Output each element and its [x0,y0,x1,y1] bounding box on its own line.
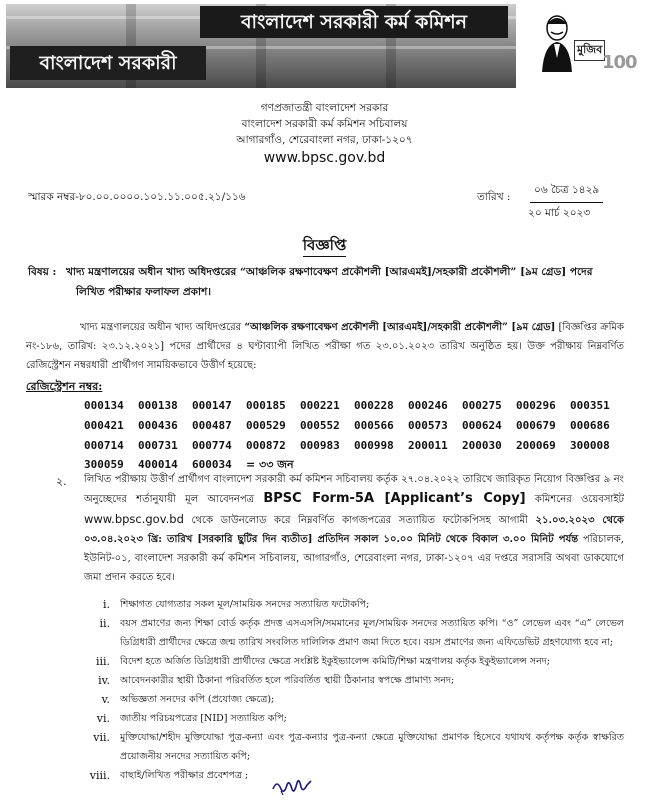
item-number: ii. [99,617,110,630]
website-link[interactable]: www.bpsc.gov.bd [263,150,386,166]
item-number: iv. [98,674,110,687]
portrait-icon [540,14,574,74]
registration-number: 400014 [138,458,178,472]
registration-number: 000679 [516,418,556,432]
subject-line-2: লিখিত পরীক্ষার ফলাফল প্রকাশ। [76,286,212,298]
document-item [84,595,624,614]
item-number: vi. [96,712,110,725]
registration-number: 000686 [570,418,610,432]
required-documents-list [84,595,624,785]
registration-number: 200069 [516,438,556,452]
header-banner [0,0,649,92]
registration-number: 000714 [84,438,124,452]
logo-number: 100 [602,52,637,73]
submission-period: ২১.০৩.২০২৩ থেকে ০৩.০৪.২০২৩ খ্রি: তারিখ [সরকারি ছুটির দিন ব্যতীত] প্রতিদিন সকাল ১০.০০ মিনিট থেকে বিকাল ৩.০০ মিনিট পর্যন্ত [84,514,624,545]
item-number: viii. [89,769,110,782]
registration-number: 000228 [354,399,394,412]
result-paragraph: খাদ্য মন্ত্রণালয়ের অধীন খাদ্য অধিদপ্তরের “আঞ্চলিক রক্ষণাবেক্ষণ প্রকৌশলী [আরএমই]/সহকারী প্রকৌশলী” [৯ম গ্রেড] [বিজ্ঞপ্তির ক্রমিক নং-১৮৬, তারিখ: ২৩.১২.২০২১] পদের প্রার্থীদের ৪ ঘণ্টাব্যাপী লিখিত পরীক্ষা গত ২৩.০১.২০২৩ তারিখ অনুষ্ঠিত হয়। উক্ত পরীক্ষায় নিম্নবর্ণিত রেজিস্ট্রেশন নম্বরধারী প্রার্থীগণ সাময়িকভাবে উত্তীর্ণ হয়েছে: [26,322,624,371]
secretariat-line: বাংলাদেশ সরকারী কর্ম কমিশন সচিবালয় [241,118,408,130]
registration-number: 200011 [408,438,448,452]
registration-number: 000872 [246,438,286,452]
document-item [84,690,624,709]
registration-number: 000774 [192,438,232,452]
item-text: জাতীয় পরিচয়পত্রের [NID] সত্যায়িত কপি; [120,713,287,724]
post-name: “আঞ্চলিক রক্ষণাবেক্ষণ প্রকৌশলী [আরএমই]/সহকারী প্রকৌশলী” [৯ম গ্রেড] [244,322,556,333]
memo-number: স্মারক নম্বর-৮০.০০.০০০০.১০১.১১.০০৫.২১/১১৬ [28,191,246,203]
registration-number: 000296 [516,399,556,412]
item-text: বাছাই/লিখিত পরীক্ষার প্রবেশপত্র ; [120,770,249,781]
item-text: বিদেশ হতে অর্জিত ডিগ্রিধারী প্রার্থীদের ক্ষেত্রে সংশ্লিষ্ট ইকুইভ্যালেন্স কমিটি/শিক্ষা মন্ত্রণালয় কর্তৃক ইকুইভ্যালেন্স সনদ; [120,656,550,667]
registration-number: 000138 [138,399,178,412]
date-bengali: ০৬ চৈত্র ১৪২৯ [530,183,603,203]
signature [271,775,313,797]
item-text: মুক্তিযোদ্ধা/শহীদ মুক্তিযোদ্ধা পুত্র-কন্যা এবং পুত্র-কন্যার পুত্র-কন্যা ক্ষেত্রে মুক্তিযোদ্ধা প্রমাণক হিসেবে যথাযথ কর্তৃপক্ষ কর্তৃক স্বাক্ষরিত প্রয়োজনীয় সনদের সত্যায়িত কপি; [120,732,624,762]
registration-number: 000246 [408,399,448,412]
submission-paragraph: লিখিত পরীক্ষায় উত্তীর্ণ প্রার্থীগণ বাংলাদেশ সরকারী কর্ম কমিশন সচিবালয় কর্তৃক ২৭.০৪.২০২২ তারিখে জারিকৃত নিয়োগ বিজ্ঞপ্তির ৯ নং অনুচ্ছেদের শর্তানুযায়ী মূল আবেদনপত্র BPSC Form-5A [Applicant’s Copy] কমিশনের ওয়েবসাইট www.bpsc.gov.bd থেকে ডাউনলোড করে নিম্নবর্ণিত কাগজপত্রের সত্যায়িত ফটোকপিসহ আগামী ২১.০৩.২০২৩ থেকে ০৩.০৪.২০২৩ খ্রি: তারিখ [সরকারি ছুটির দিন ব্যতীত] প্রতিদিন সকাল ১০.০০ মিনিট থেকে বিকাল ৩.০০ মিনিট পর্যন্ত পরিচালক, ইউনিট-০১, বাংলাদেশ সরকারী কর্ম কমিশন সচিবালয়, আগারগাঁও, শেরেবাংলা নগর, ঢাকা-১২০৭ এর দপ্তরে সরাসরি অথবা ডাকযোগে জমা প্রদান করতে হবে। [84,474,624,584]
registration-number: 000147 [192,399,232,412]
registration-total: = ৩৩ জন [246,458,294,472]
item-text: অভিজ্ঞতা সনদের কপি (প্রযোজ্য ক্ষেত্রে); [120,694,275,705]
banner-subtitle: বাংলাদেশ সরকারী [10,46,206,80]
registration-number: 000566 [354,418,394,432]
subject-label: বিষয় : [28,266,57,278]
registration-number: 000221 [300,399,340,412]
registration-number: 000185 [246,399,286,412]
logo-label: মুজিব [574,40,605,61]
registration-number: 000529 [246,418,286,432]
item-number: i. [102,598,110,611]
item-number: v. [101,693,110,706]
subject [28,262,628,302]
document-item [84,652,624,671]
notice-title [0,234,649,259]
letterhead [0,100,649,168]
registration-number: 000134 [84,399,124,412]
registration-number: 000421 [84,418,124,432]
registration-heading: রেজিস্ট্রেশন নম্বর: [26,380,103,393]
registration-number: 000351 [570,399,610,412]
address-line: আগারগাঁও, শেরেবাংলা নগর, ঢাকা-১২০৭ [236,134,413,146]
registration-number: 600034 [192,458,232,472]
website-link-inline[interactable]: www.bpsc.gov.bd [84,511,184,526]
item-text: শিক্ষাগত যোগ্যতার সকল মূল/সাময়িক সনদের সত্যায়িত ফটোকপি; [120,599,370,610]
registration-number: 300008 [570,438,610,452]
registration-row [84,416,624,436]
item-text: আবেদনকারীর স্থায়ী ঠিকানা পরিবর্তিত হলে পরিবর্তিত স্থায়ী ঠিকানার স্বপক্ষে প্রামাণ্য সনদ; [120,675,455,686]
mujib-100-logo [540,14,640,92]
date-label: তারিখ : [477,191,511,203]
registration-row [84,396,624,416]
registration-number: 300059 [84,458,124,472]
registration-number: 000436 [138,418,178,432]
registration-number: 000998 [354,438,394,452]
registration-number-list [84,396,624,475]
registration-row [84,436,624,456]
registration-number: 000275 [462,399,502,412]
date-gregorian: ২০ মার্চ ২০২৩ [528,207,591,219]
registration-number: 000624 [462,418,502,432]
paragraph-number: ২. [56,475,67,488]
document-item [84,766,624,785]
item-text: বয়স প্রমাণের জন্য শিক্ষা বোর্ড কর্তৃক প্রদত্ত এসএসসি/সমমানের মূল/সাময়িক সনদের সত্যায়িত কপি। “ও” লেভেল এবং “এ” লেভেল ডিগ্রিধারী প্রার্থীদের ক্ষেত্রে জন্ম তারিখ সংবলিত দালিলিক প্রমাণ জমা দিতে হবে। বয়স প্রমাণের জন্য এফিডেভিট গ্রহণযোগ্য হবে না; [120,618,624,648]
government-line: গণপ্রজাতন্ত্রী বাংলাদেশ সরকার [260,102,389,114]
document-item [84,709,624,728]
registration-number: 000552 [300,418,340,432]
document-item [84,671,624,690]
registration-number: 200030 [462,438,502,452]
document-item [84,614,624,652]
document-item [84,728,624,766]
registration-number: 000487 [192,418,232,432]
form-name: BPSC Form-5A [Applicant’s Copy] [263,491,526,507]
registration-number: 000573 [408,418,448,432]
registration-number: 000731 [138,438,178,452]
registration-number: 000983 [300,438,340,452]
subject-line-1: খাদ্য মন্ত্রণালয়ের অধীন খাদ্য অধিদপ্তরের “আঞ্চলিক রক্ষণাবেক্ষণ প্রকৌশলী [আরএমই]/সহকারী প্রকৌশলী” [৯ম গ্রেড] পদের [66,266,593,278]
notice-title-text: বিজ্ঞপ্তি [303,236,347,257]
item-number: iii. [95,655,110,668]
banner-title: বাংলাদেশ সরকারী কর্ম কমিশন [200,6,508,38]
item-number: vii. [93,731,110,744]
